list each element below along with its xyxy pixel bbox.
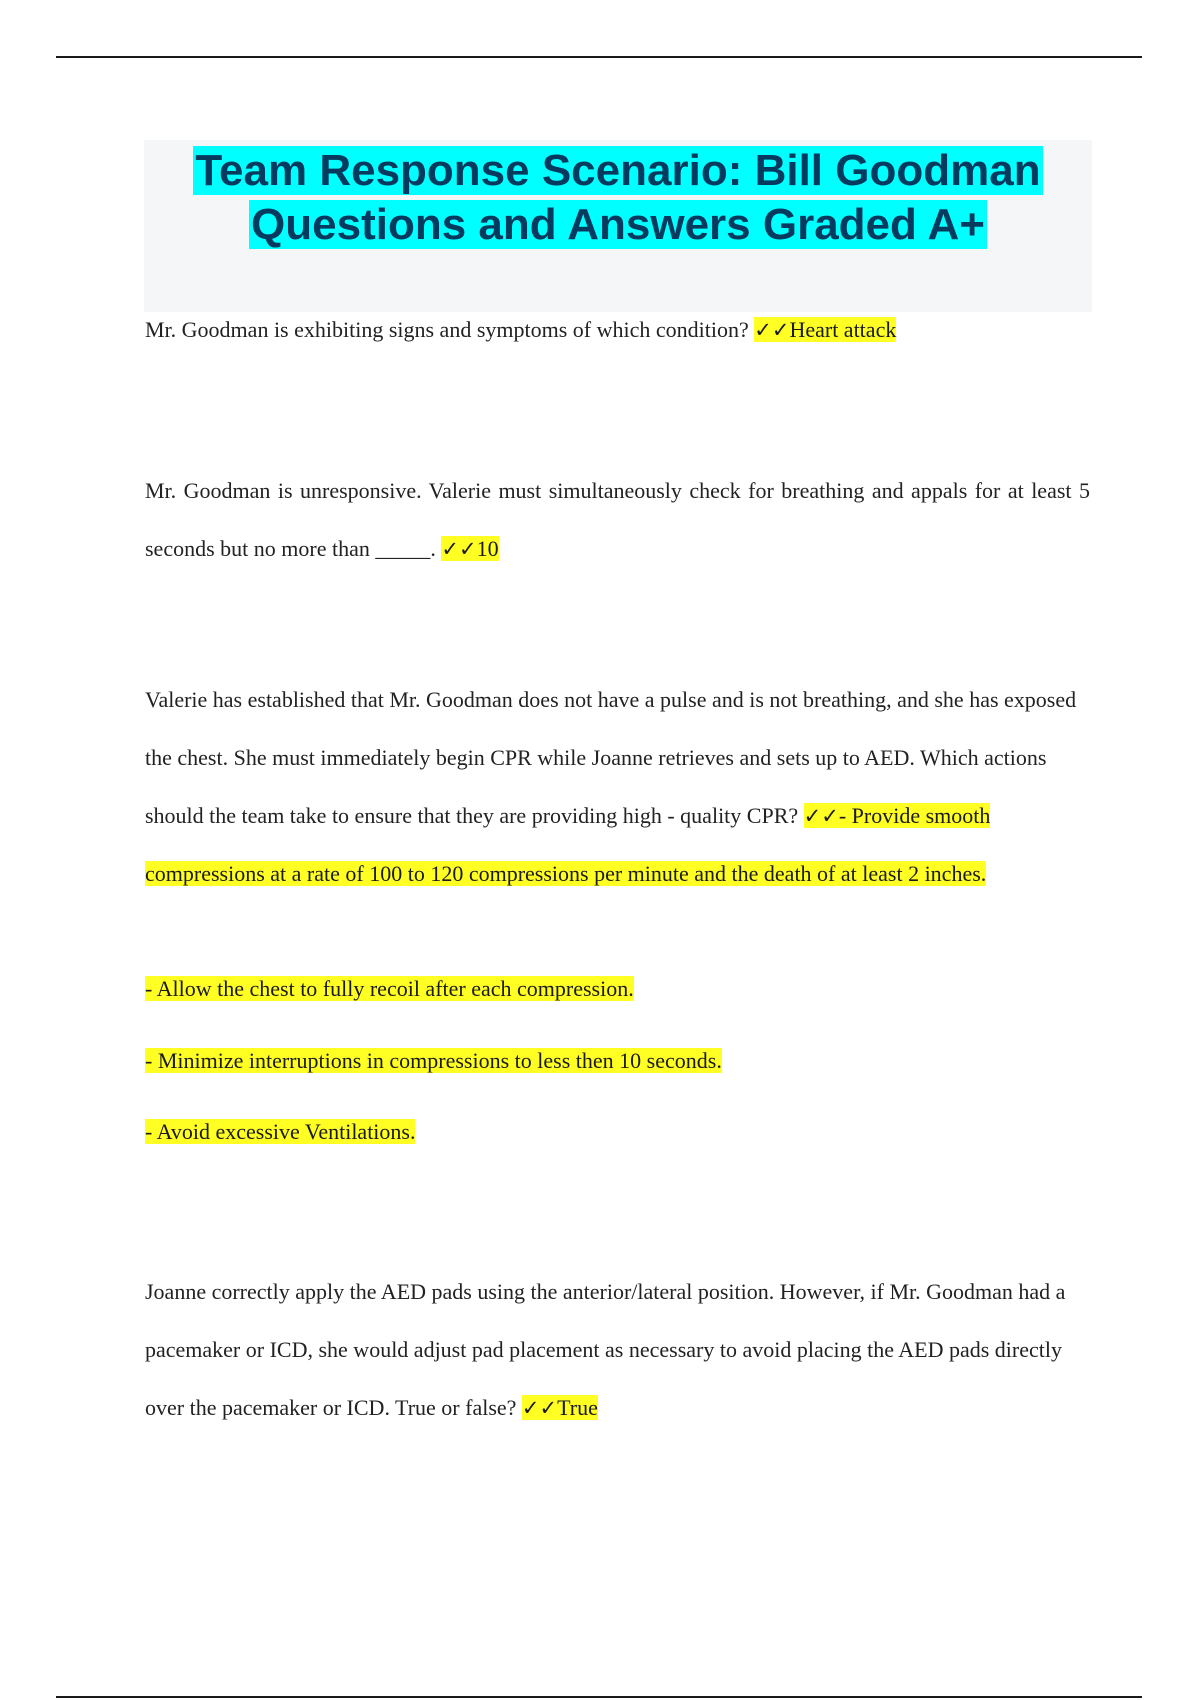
answer-highlight <box>754 317 896 342</box>
answer-text: 10 <box>476 536 499 561</box>
double-check-icon: ✓✓ <box>803 804 839 828</box>
question-text: Joanne correctly apply the AED pads using the anterior/lateral position. However, if Mr. Goodman had a pacemaker or ICD, she would adjust pad placement as necessary to avoid placing the AED pads directly over the pacemaker or ICD. True or false? <box>145 1279 1066 1420</box>
document-title <box>144 144 1092 252</box>
answer-bullet-1 <box>145 975 1090 1003</box>
double-check-icon: ✓✓ <box>521 1396 558 1420</box>
qa-item-3 <box>145 671 1090 903</box>
bullet-text: - Allow the chest to fully recoil after each compression. <box>145 976 634 1001</box>
answer-bullet-2 <box>145 1047 1090 1075</box>
question-text: Mr. Goodman is exhibiting signs and symptoms of which condition? <box>145 317 749 342</box>
qa-item-2 <box>145 462 1090 578</box>
bullet-text: - Avoid excessive Ventilations. <box>145 1119 416 1144</box>
qa-item-4 <box>145 1263 1090 1437</box>
title-line-1: Team Response Scenario: Bill Goodman <box>195 146 1041 195</box>
answer-highlight <box>522 1395 598 1420</box>
answer-lead: - <box>838 803 847 828</box>
qa-item-1 <box>145 314 1090 346</box>
bullet-text: - Minimize interruptions in compressions to less then 10 seconds. <box>145 1048 722 1073</box>
bottom-rule <box>56 1696 1142 1698</box>
title-line-2: Questions and Answers Graded A+ <box>251 200 985 249</box>
double-check-icon: ✓✓ <box>754 318 790 342</box>
double-check-icon: ✓✓ <box>441 537 477 561</box>
answer-highlight <box>441 536 498 561</box>
top-rule <box>56 56 1142 58</box>
answer-text: Heart attack <box>789 317 897 342</box>
question-text: Valerie has established that Mr. Goodman does not have a pulse and is not breathing, and she has exposed the chest. She must immediately begin CPR while Joanne retrieves and sets up to AED. Which actions should the team take to ensure that they are providing high - quality CPR? <box>145 687 1077 828</box>
answer-text: Provide smooth compressions at a rate of 100 to 120 compressions per minute and the death of at least 2 inches. <box>145 803 991 886</box>
answer-text: True <box>557 1395 598 1420</box>
answer-bullet-3 <box>145 1118 1090 1146</box>
question-text: Mr. Goodman is unresponsive. Valerie must simultaneously check for breathing and appals for at least 5 seconds but no more than _____. <box>145 478 1090 561</box>
